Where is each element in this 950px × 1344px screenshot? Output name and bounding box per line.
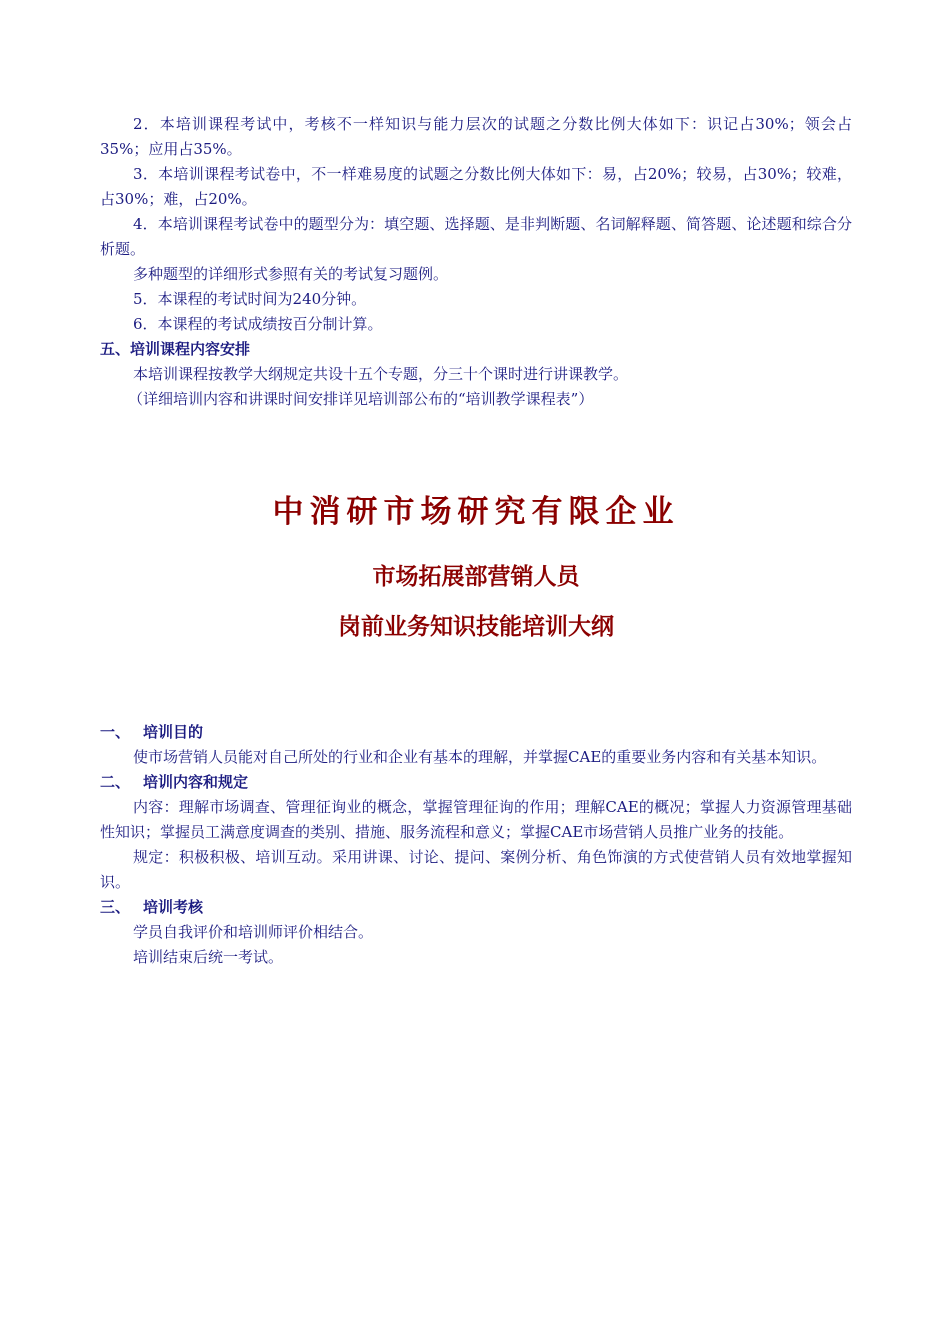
section-number: 二、	[100, 773, 131, 791]
exam-difficulty-paragraph: 3．本培训课程考试卷中，不一样难易度的试题之分数比例大体如下：易，占20%；较易，占30%；较难，占30%；难，占20%。	[100, 165, 852, 208]
exam-question-types-paragraph: 4．本培训课程考试卷中的题型分为：填空题、选择题、是非判断题、名词解释题、简答题、论述题和综合分析题。	[100, 215, 852, 258]
exam-duration-paragraph: 5．本课程的考试时间为240分钟。	[133, 290, 367, 308]
exam-question-forms-paragraph: 多种题型的详细形式参照有关的考试复习题例。	[133, 265, 449, 283]
department-subtitle: 市场拓展部营销人员	[372, 564, 580, 590]
section-title: 培训目的	[143, 723, 204, 741]
company-title: 中消研市场研究有限企业	[272, 494, 680, 530]
training-requirements-paragraph: 规定：积极积极、培训互动。采用讲课、讨论、提问、案例分析、角色饰演的方式使营销人员有效地掌握知识。	[100, 848, 852, 891]
document-page	[100, 112, 852, 970]
course-arrangement-paragraph: 本培训课程按教学大纲规定共设十五个专题，分三十个课时进行讲课教学。	[133, 365, 629, 383]
outline-section-3-heading	[100, 895, 852, 920]
outline-section-1-heading	[100, 720, 852, 745]
section-title: 培训考核	[143, 898, 204, 916]
training-content-paragraph: 内容：理解市场调查、管理征询业的概念，掌握管理征询的作用；理解CAE的概况；掌握人力资源管理基础性知识；掌握员工满意度调查的类别、措施、服务流程和意义；掌握CAE市场营销人员推广业务的技能。	[100, 798, 852, 841]
section-number: 三、	[100, 898, 131, 916]
assessment-method-paragraph: 学员自我评价和培训师评价相结合。	[133, 923, 374, 941]
section-number: 一、	[100, 723, 131, 741]
exam-scoring-paragraph: 6．本课程的考试成绩按百分制计算。	[133, 315, 383, 333]
training-purpose-paragraph: 使市场营销人员能对自己所处的行业和企业有基本的理解，并掌握CAE的重要业务内容和有关基本知识。	[133, 748, 827, 766]
final-exam-paragraph: 培训结束后统一考试。	[133, 948, 284, 966]
exam-ratio-paragraph: 2．本培训课程考试中，考核不一样知识与能力层次的试题之分数比例大体如下：识记占30%；领会占35%；应用占35%。	[100, 115, 852, 158]
section-title: 培训内容和规定	[143, 773, 249, 791]
outline-subtitle: 岗前业务知识技能培训大纲	[338, 614, 614, 640]
outline-section-2-heading	[100, 770, 852, 795]
section-5-heading: 五、培训课程内容安排	[100, 340, 251, 358]
course-schedule-note: （详细培训内容和讲课时间安排详见培训部公布的“培训教学课程表”）	[128, 390, 594, 408]
